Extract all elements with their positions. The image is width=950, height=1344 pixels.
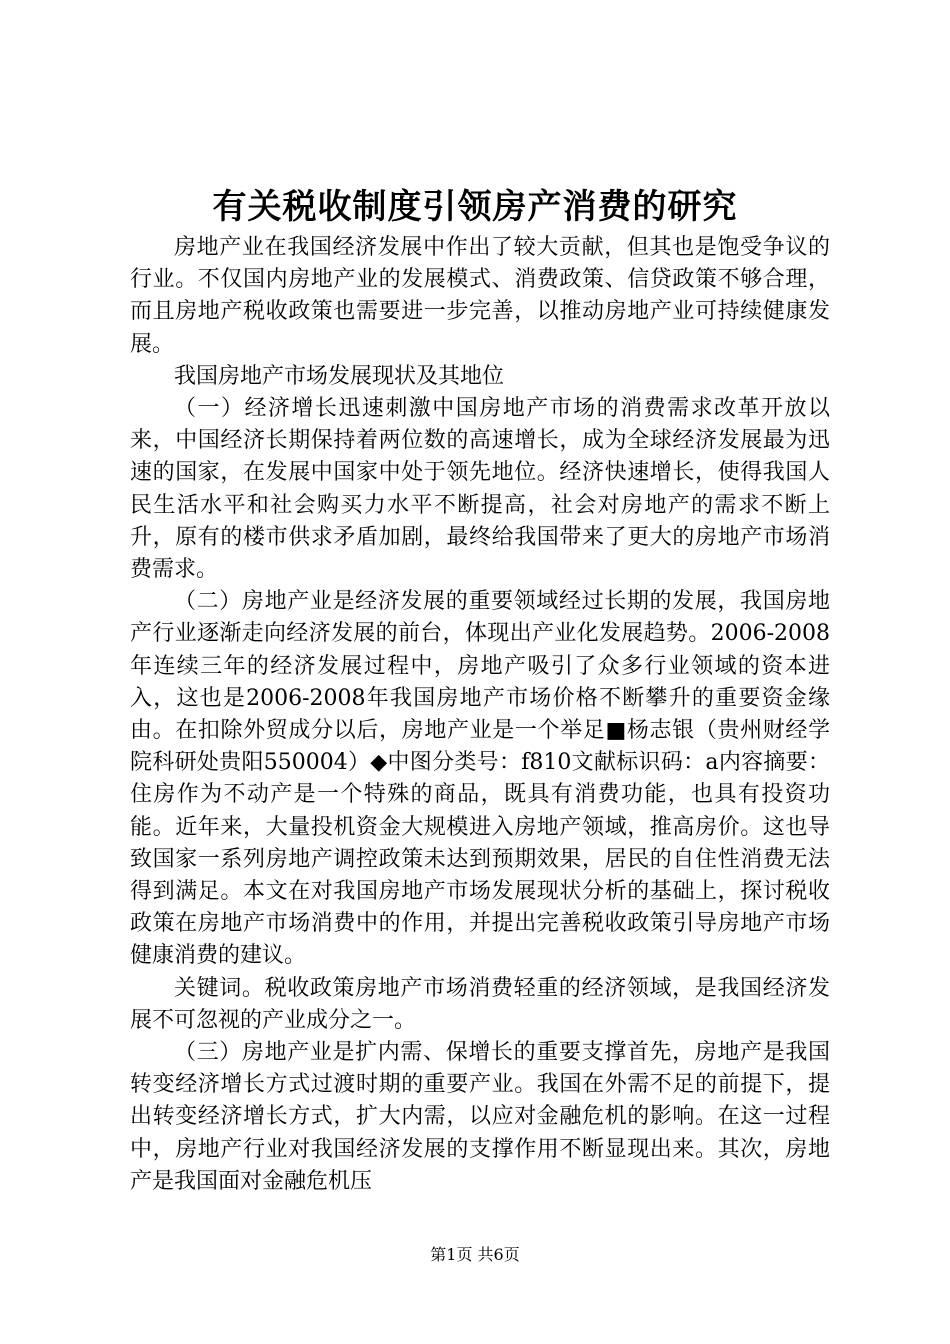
document-body [130,232,830,1198]
paragraph-three: （三）房地产业是扩内需、保增长的重要支撑首先，房地产是我国转变经济增长方式过渡时期的重要产业。我国在外需不足的前提下，提出转变经济增长方式，扩大内需，以应对金融危机的影响。在这一过程中，房地产行业对我国经济发展的支撑作用不断显现出来。其次，房地产是我国面对金融危机压 [130,1040,830,1194]
paragraph-section-heading: 我国房地产市场发展现状及其地位 [174,363,505,389]
paragraph-keywords: 关键词。税收政策房地产市场消费轻重的经济领域，是我国经济发展不可忽视的产业成分之一。 [130,975,830,1033]
document-title: 有关税收制度引领房产消费的研究 [212,187,738,227]
paragraph-two: （二）房地产业是经济发展的重要领域经过长期的发展，我国房地产行业逐渐走向经济发展的前台，体现出产业化发展趋势。2006-2008年连续三年的经济发展过程中，房地产吸引了众多行业领域的资本进入，这也是2006-2008年我国房地产市场价格不断攀升的重要资金缘由。在扣除外贸成分以后，房地产业是一个举足■杨志银（贵州财经学院科研处贵阳550004）◆中图分类号：f810文献标识码：a内容摘要：住房作为不动产是一个特殊的商品，既具有消费功能，也具有投资功能。近年来，大量投机资金大规模进入房地产领域，推高房价。这也导致国家一系列房地产调控政策未达到预期效果，居民的自住性消费无法得到满足。本文在对我国房地产市场发展现状分析的基础上，探讨税收政策在房地产市场消费中的作用，并提出完善税收政策引导房地产市场健康消费的建议。 [130,589,830,969]
paragraph-intro: 房地产业在我国经济发展中作出了较大贡献，但其也是饱受争议的行业。不仅国内房地产业的发展模式、消费政策、信贷政策不够合理，而且房地产税收政策也需要进一步完善，以推动房地产业可持续健康发展。 [130,235,830,357]
paragraph-one: （一）经济增长迅速刺激中国房地产市场的消费需求改革开放以来，中国经济长期保持着两位数的高速增长，成为全球经济发展最为迅速的国家，在发展中国家中处于领先地位。经济快速增长，使得我国人民生活水平和社会购买力水平不断提高，社会对房地产的需求不断上升，原有的楼市供求矛盾加剧，最终给我国带来了更大的房地产市场消费需求。 [130,396,830,583]
page-footer: 第1页 共6页 [430,1245,520,1264]
